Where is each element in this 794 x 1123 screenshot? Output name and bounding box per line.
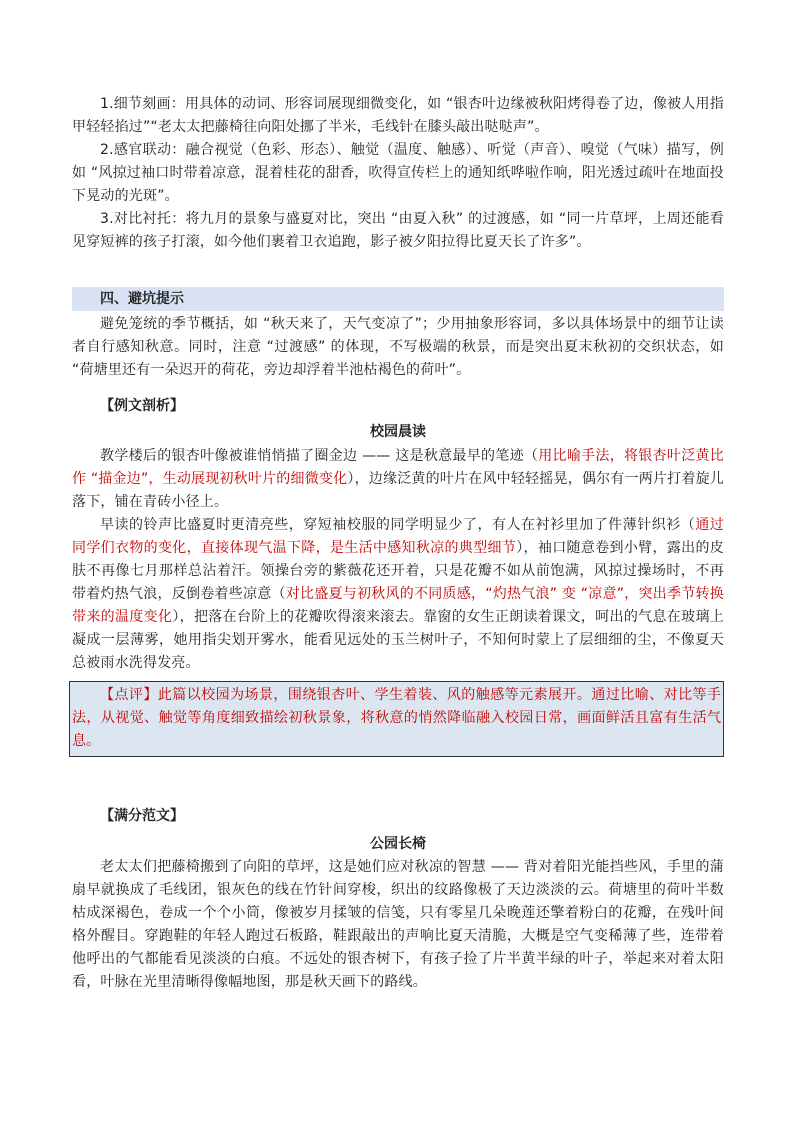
example-text: 早读的铃声比盛夏时更清亮些，穿短袖校服的同学明显少了，有人在衬衫里加了件薄针织衫（	[100, 517, 696, 533]
example-paragraph-2	[72, 514, 724, 675]
review-box	[69, 681, 724, 757]
model-text: 老太太们把藤椅搬到了向阳的草坪，这是她们应对秋凉的智慧 —— 背对着阳光能挡些风，手里的蒲扇早就换成了毛线团，银灰色的线在竹针间穿梭，织出的纹路像极了天边淡淡的云。荷塘里的荷叶半数枯成深褐色，卷成一个个小筒，像被岁月揉皱的信笺，只有零星几朵晚莲还擎着粉白的花瓣，在残叶间格外醒目。穿跑鞋的年轻人跑过石板路，鞋跟敲出的声响比夏天清脆，大概是空气变稀薄了些，连带着他呼出的气都能看见淡淡的白痕。不远处的银杏树下，有孩子捡了片半黄半绿的叶子，举起来对着太阳看，叶脉在光里清晰得像幅地图，那是秋天画下的路线。	[72, 859, 724, 990]
techniques-section	[72, 93, 724, 254]
technique-detail: 1.细节刻画：用具体的动词、形容词展现细微变化，如 “银杏叶边缘被秋阳烤得卷了边，像被人用指甲轻轻掐过”“老太太把藤椅往向阳处挪了半米，毛线针在膝头敲出哒哒声”。	[72, 96, 724, 135]
example-section	[72, 394, 724, 757]
review-text: 此篇以校园为场景，围绕银杏叶、学生着装、风的触感等元素展开。通过比喻、对比等手法，从视觉、触觉等角度细致描绘初秋景象，将秋意的悄然降临融入校园日常，画面鲜活且富有生活气息。	[72, 687, 722, 749]
model-title: 公园长椅	[370, 836, 426, 852]
example-label: 【例文剖析】	[100, 398, 184, 414]
example-paragraph-1	[72, 445, 724, 514]
example-text: 教学楼后的银杏叶像被谁悄悄描了圈金边 —— 这是秋意最早的笔迹（	[100, 448, 539, 464]
model-label: 【满分范文】	[100, 808, 184, 824]
model-essay-section	[72, 804, 724, 994]
section-heading: 四、避坑提示	[72, 287, 724, 311]
annotation-text: 通过同学们衣物的变化，直接体现气温下降，是生活中感知秋凉的典型细节	[72, 517, 725, 556]
example-text: ），边缘泛黄的叶片在风中轻轻摇晃，偶尔有一两片打着旋儿落下，铺在青砖小径上。	[72, 471, 724, 510]
example-text: ），把落在台阶上的花瓣吹得滚来滚去。靠窗的女生正朗读着课文，呵出的气息在玻璃上凝成一层薄雾，她用指尖划开雾水，能看见远处的玉兰树叶子，不知何时蒙上了层细细的尘，不像夏天总被雨水洗得发亮。	[72, 609, 724, 671]
example-title: 校园晨读	[370, 424, 426, 440]
pitfalls-section	[72, 287, 724, 382]
technique-senses: 2.感官联动：融合视觉（色彩、形态）、触觉（温度、触感）、听觉（声音）、嗅觉（气味）描写，例如 “风掠过袖口时带着凉意，混着桂花的甜香，吹得宣传栏上的通知纸哗啦作响，阳光透过疏叶在地面投下晃动的光斑”。	[72, 142, 724, 204]
annotation-text: 用比喻手法，将银杏叶泛黄比作 “描金边”，生动展现初秋叶片的细微变化	[72, 448, 724, 487]
pitfalls-text: 避免笼统的季节概括，如 “秋天来了，天气变凉了”；少用抽象形容词，多以具体场景中的细节让读者自行感知秋意。同时，注意 “过渡感” 的体现，不写极端的秋景，而是突出夏末秋初的交织状态，如 “荷塘里还有一朵迟开的荷花，旁边却浮着半池枯褐色的荷叶”。	[72, 316, 724, 378]
technique-contrast: 3.对比衬托：将九月的景象与盛夏对比，突出 “由夏入秋” 的过渡感，如 “同一片草坪，上周还能看见穿短裤的孩子打滚，如今他们裹着卫衣追跑，影子被夕阳拉得比夏天长了许多”。	[72, 211, 724, 250]
annotation-text: 对比盛夏与初秋风的不同质感，“灼热气浪” 变 “凉意”，突出季节转换带来的温度变化	[72, 586, 724, 625]
example-text: ），袖口随意卷到小臂，露出的皮肤不再像七月那样总沾着汗。领操台旁的紫薇花还开着，只是花瓣不如从前饱满，风掠过操场时，不再带着灼热气浪，反倒卷着些凉意（	[72, 540, 725, 602]
review-tag: 【点评】	[100, 687, 158, 703]
